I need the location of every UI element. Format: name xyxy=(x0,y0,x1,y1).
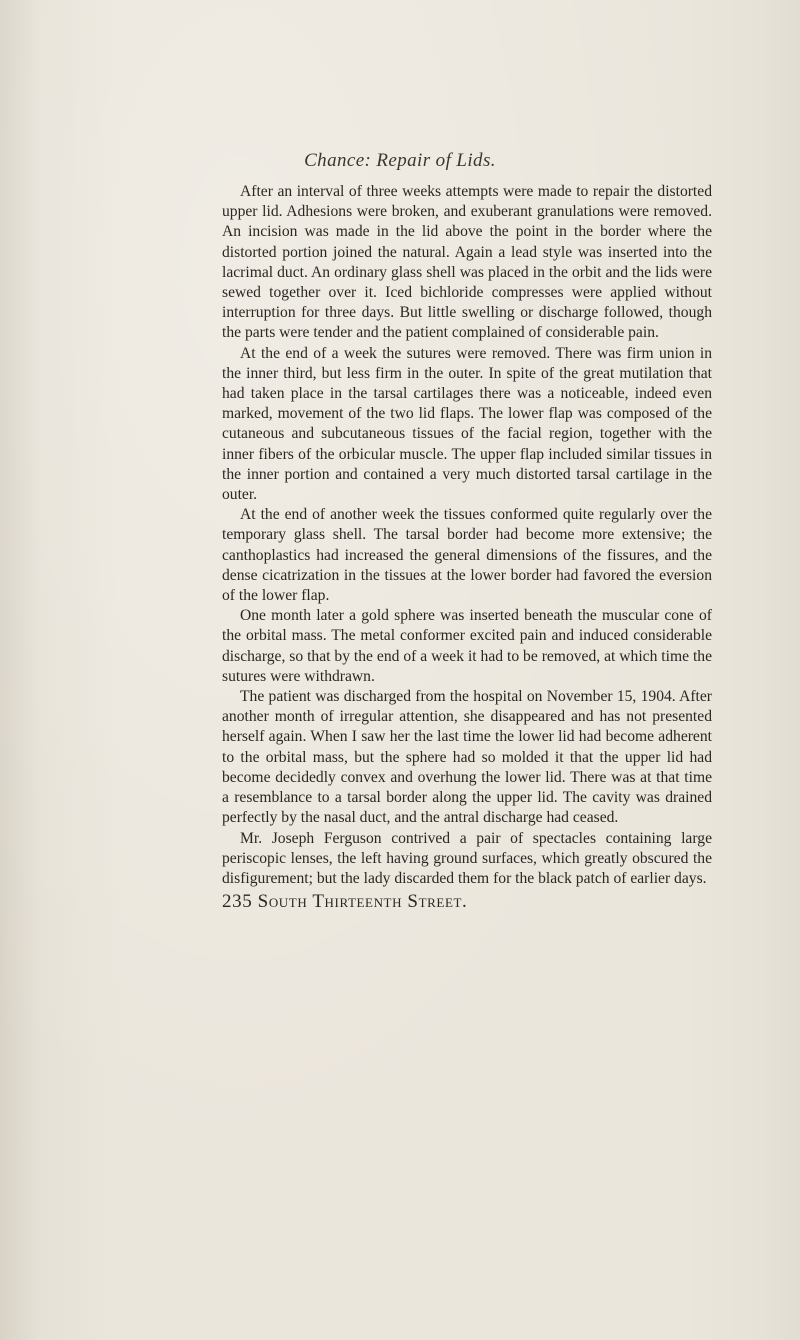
paragraph: At the end of a week the sutures were removed. There was firm union in the inner third, but less firm in the outer. In spite of the great mutilation that had taken place in the tarsal cartilages there was a noticeable, indeed even marked, movement of the two lid flaps. The lower flap was composed of the cutaneous and subcutaneous tissues of the facial region, together with the inner fibers of the orbicular muscle. The upper flap included similar tissues in the inner portion and contained a very much distorted tarsal cartilage in the outer. xyxy=(222,344,712,504)
paragraph: After an interval of three weeks attempts were made to repair the distorted upper lid. Adhesions were broken, and exuberant granulations were removed. An incision was made in the lid above the point in the border where the distorted portion joined the natural. Again a lead style was inserted into the lacrimal duct. An ordinary glass shell was placed in the orbit and the lids were sewed together over it. Iced bichloride compresses were applied without interruption for three days. But little swelling or discharge followed, though the parts were tender and the patient complained of considerable pain. xyxy=(222,183,712,342)
paragraph: The patient was discharged from the hospital on November 15, 1904. After another month of irregular attention, she disappeared and has not presented herself again. When I saw her the last time the lower lid had become adherent to the orbital mass, but the sphere had so molded it that the upper lid had become decidedly convex and overhung the lower lid. There was at that time a resemblance to a tarsal border along the upper lid. The cavity was drained perfectly by the nasal duct, and the antral discharge had ceased. xyxy=(222,688,712,827)
article-body xyxy=(222,182,712,889)
running-head: Chance: Repair of Lids. xyxy=(304,150,496,171)
author-address: 235 South Thirteenth Street. xyxy=(222,891,468,912)
paragraph: Mr. Joseph Ferguson contrived a pair of spectacles containing large periscopic lenses, the left having ground surfaces, which greatly obscured the disfigurement; but the lady discarded them for the black patch of earlier days. xyxy=(222,829,712,887)
paragraph: At the end of another week the tissues conformed quite regularly over the temporary glass shell. The tarsal border had become more extensive; the canthoplastics had increased the general dimensions of the fissures, and the dense cicatrization in the tissues at the lower border had favored the eversion of the lower flap. xyxy=(222,506,712,605)
paragraph: One month later a gold sphere was inserted beneath the muscular cone of the orbital mass. The metal conformer excited pain and induced considerable discharge, so that by the end of a week it had to be removed, at which time the sutures were withdrawn. xyxy=(222,607,712,685)
